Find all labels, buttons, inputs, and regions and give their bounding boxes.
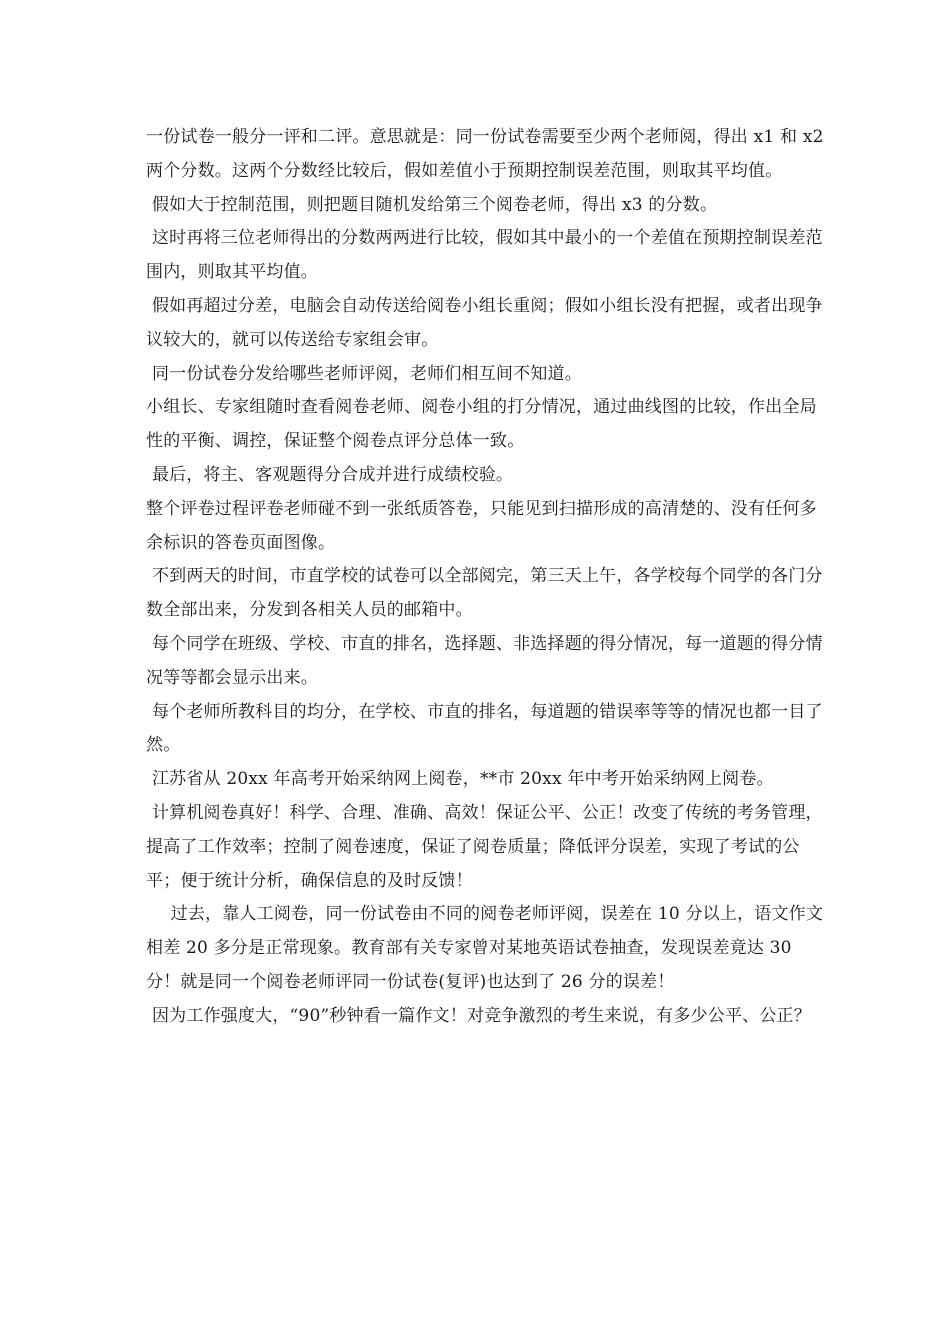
paragraph: 计算机阅卷真好！科学、合理、准确、高效！保证公平、公正！改变了传统的考务管理，提高了工作效率；控制了阅卷速度，保证了阅卷质量；降低评分误差，实现了考试的公平；便于统计分析，确保信息的及时反馈！	[146, 802, 823, 891]
paragraph: 假如再超过分差，电脑会自动传送给阅卷小组长重阅；假如小组长没有把握，或者出现争议较大的，就可以传送给专家组会审。	[146, 295, 823, 350]
paragraph: 江苏省从 20xx 年高考开始采纳网上阅卷，**市 20xx 年中考开始采纳网上阅卷。	[151, 769, 774, 790]
paragraph: 因为工作强度大，“90”秒钟看一篇作文！对竞争激烈的考生来说，有多少公平、公正？	[151, 1005, 811, 1026]
paragraph: 每个同学在班级、学校、市直的排名，选择题、非选择题的得分情况，每一道题的得分情况等等都会显示出来。	[146, 633, 823, 688]
paragraph: 不到两天的时间，市直学校的试卷可以全部阅完，第三天上午，各学校每个同学的各门分数全部出来，分发到各相关人员的邮箱中。	[146, 566, 823, 621]
document-body	[146, 121, 830, 1034]
paragraph: 一份试卷一般分一评和二评。意思就是：同一份试卷需要至少两个老师阅，得出 x1 和 x2 两个分数。这两个分数经比较后，假如差值小于预期控制误差范围，则取其平均值。	[146, 127, 830, 181]
paragraph: 整个评卷过程评卷老师碰不到一张纸质答卷，只能见到扫描形成的高清楚的、没有任何多余标识的答卷页面图像。	[146, 498, 817, 553]
paragraph: 这时再将三位老师得出的分数两两进行比较，假如其中最小的一个差值在预期控制误差范围内，则取其平均值。	[146, 228, 823, 283]
paragraph: 每个老师所教科目的均分，在学校、市直的排名，每道题的错误率等等的情况也都一目了然。	[146, 701, 823, 756]
paragraph: 过去，靠人工阅卷，同一份试卷由不同的阅卷老师评阅，误差在 10 分以上，语文作文相差 20 多分是正常现象。教育部有关专家曾对某地英语试卷抽查，发现误差竟达 30 分！就是同一个阅卷老师评同一份试卷(复评)也达到了 26 分的误差！	[146, 904, 824, 992]
paragraph: 最后，将主、客观题得分合成并进行成绩校验。	[151, 464, 514, 485]
paragraph: 小组长、专家组随时查看阅卷老师、阅卷小组的打分情况，通过曲线图的比较，作出全局性的平衡、调控，保证整个阅卷点评分总体一致。	[146, 397, 817, 452]
paragraph: 假如大于控制范围，则把题目随机发给第三个阅卷老师，得出 x3 的分数。	[151, 194, 718, 215]
paragraph: 同一份试卷分发给哪些老师评阅，老师们相互间不知道。	[151, 363, 582, 384]
